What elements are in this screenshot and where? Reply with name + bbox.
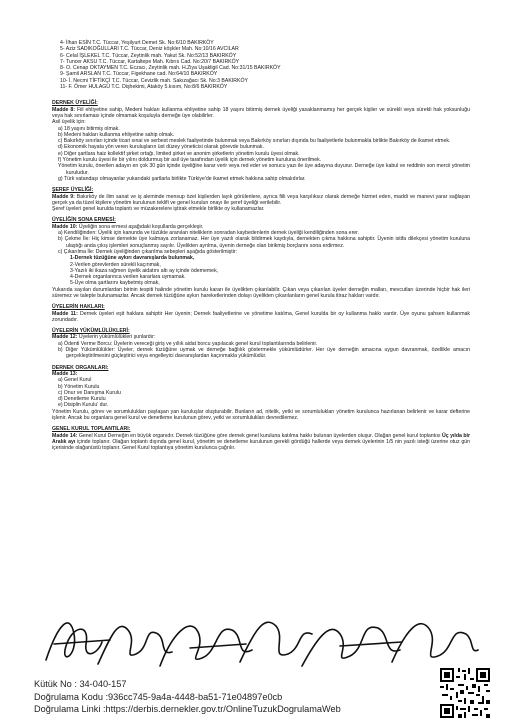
list-item: a) Ödenti Verme Borcu: Üyelerin vereceği giriş ve yıllık aidat borcu yapılacak genel kurul toplantılarında belirlenir.	[58, 340, 318, 347]
article-closing: Yönetim Kurulu, görev ve sorumlulukları paylaşan yan kuruluşlar oluşturabilir. Bunların ad, nitelik, yetki ve sorumlulukları yönetim kurulunca hazırlanan belirlenir ve karar defterine işlenir. Ancak bu organlara genel kurul ve denetleme kurulunun görev, yetki ve sorumlulukları devredilemez.	[52, 408, 470, 422]
list-item: e) Diğer şartlara haiz kollektif şirket ortağı, limited şirket ve anonim şirketlerin yönetim kurulu üyesi olmak.	[58, 150, 300, 157]
founder-item: 7- Tuncer AKSU T.C. Tüccar, Kartaltepe Mah. Kıbrıs Cad. No:20/7 BAKIRKÖY	[60, 58, 240, 65]
founder-item: 5- Aziz SADIKOĞULLARI T.C. Tüccar, Deniz köşkler Mah. No:10/16 AVCILAR	[60, 46, 239, 53]
signature-6	[392, 624, 478, 662]
registry-number: Kütük No : 34-040-157	[34, 679, 127, 689]
founder-item: 6- Celal İŞLEKEL T.C. Tüccar, Zeytinlik mah. Yakut Sk. No:52/13 BAKIRKÖY	[60, 52, 237, 59]
article-label: Madde 8:	[52, 106, 75, 113]
article-text: Üyelerin yükümlülükleri şunlardır:	[77, 334, 156, 341]
article-text: Dernek üyeleri eşit haklara sahiptir Her üyenin; Dernek faaliyetlerine ve yönetime katılma, Genel kurulda bir oy kullanma hakkı vardır. Üye oyunu şahsen kullanmak zorundadır.	[52, 310, 470, 323]
list-item: a) 18 yaşını bitirmiş olmak.	[58, 125, 120, 132]
list-item: b) Diğer Yükümlülükler: Üyeler, dernek tüzüğüne uymak ve derneğe bağlılık göstermekle yükümlüdürler. Her üye derneğin amacına uygun davranmak, özellikle amacın gerçekleştirilmesini güçleştirici veya engelleyici davranışlardan kaçınmakla yükümlüdür.	[58, 347, 470, 360]
article-14	[52, 433, 470, 452]
verification-code: Doğrulama Kodu :936cc745-9a4a-4448-ba51-71e04897e0cb	[34, 691, 283, 702]
founder-item: 4- İlhan ESİN T.C. Tüccar, Yeşilyurt Demet Sk. No:6/10 BAKIRKÖY	[60, 40, 214, 46]
article-text: Üyeliğin sona ermesi aşağıdaki koşullarda gerçekleşir.	[77, 223, 204, 230]
founder-item: 8- O. Cenap OKTAYMEN T.C. Eczacı, Zeytinlik mah. H.Ziya Uşakligil Cad. No:31/15 BAKIRKÖY	[60, 65, 281, 72]
founder-item: 9- Şamil ARSLAN T.C. Tüccar, Figekhane cad. No:64/10 BAKIRKÖY	[60, 71, 218, 78]
article-lead: Asil üyelik için:	[52, 119, 86, 126]
organ-item: d) Denetleme Kurulu	[58, 396, 106, 403]
founders-list	[60, 40, 470, 90]
section-title-organlar: DERNEK ORGANLARI:	[52, 364, 109, 371]
section-title-haklar: ÜYELERİN HAKLARI:	[52, 304, 105, 311]
list-item: b) Çekme İle: Hiç kimse dernekte üye kalmaya zorlanamaz. Her üye yazılı olarak bildirmek kaydıyla, dernekten çıkma hakkına sahiptir. Üyenin istifa dilekçesi yönetim kuruluna ulaştığı anda çıkış işlemleri sonuçlanmış sayılır. Üyelikten ayrılma, üyenin derneğe olan birikmiş borçlarını sona erdirmez.	[58, 236, 470, 249]
section-title-seref: ŞEREF ÜYELİĞİ:	[52, 187, 94, 194]
section-title-sona-erme: ÜYELİĞİN SONA ERMESİ:	[52, 217, 116, 224]
list-item: f) Yönetim kurulu üyesi ile bir yılını doldurmuş bir asil üye tarafından üyelik için dernek yönetim kuruluna önerilmek.	[58, 157, 322, 164]
article-11	[52, 311, 470, 324]
list-item: g) Türk vatandaşı olmayanlar yukarıdaki şartlarla birlikte Türkiye'de ikamet etmek hakkına sahip olmalıdırlar.	[58, 175, 306, 182]
organ-item: c) Onur ve Danışma Kurulu	[58, 389, 121, 396]
section-title-yukumlulukler: ÜYELERİN YÜKÜMLÜLÜKLERİ:	[52, 328, 130, 335]
article-8	[52, 107, 470, 120]
article-9	[52, 194, 470, 207]
reason-item: 4-Dernek organlarınca verilen kararlara uymamak.	[70, 274, 186, 281]
list-item: b) Medeni hakları kullanma ehliyetine sahip olmak.	[58, 131, 175, 138]
verification-link[interactable]: Doğrulama Linki :https://derbis.dernekler.gov.tr/OnlineTuzukDogrulamaWeb	[34, 704, 341, 714]
signature-2	[98, 626, 172, 664]
qr-code-icon	[440, 668, 490, 718]
list-item: a) Kendiliğinden: Üyelik için kanunda ve tüzükte aranılan niteliklerin sonradan kaybedenlerin dernek üyeliği kendiliğinden sona erer.	[58, 230, 360, 237]
article-text: Fiil ehliyetine sahip, Medeni hakları kullanma ehliyetine sahip 18 yaşını bitirmiş dernek üyeliği yasaklanmamış her gerçek kişiler ve sürekli veya sürekli hak yoksunluğu veya hak sınırlaması içinde olmamak koşuluyla derneğe üye olabilirler.	[52, 106, 470, 119]
signature-5	[302, 627, 400, 666]
article-note: Şeref üyeleri genel kurulda toplantı ve müzakerelere iştirak etmekle birlikte oy kullanamazlar.	[52, 206, 265, 213]
article-text: Genel Kurul Derneğin en büyük organıdır. Dernek tüzüğüne göre dernek genel kuruluna katılma hakkı bulunan üyelerden oluşur. Olağan genel kurul toplantısı	[77, 432, 443, 439]
article-label: Madde 12:	[52, 334, 78, 341]
list-item: d) Ekonomik hayata yön veren kuruluşların üst düzey yöneticisi olarak görevde bulunmak.	[58, 144, 264, 151]
organ-item: e) Disiplin Kurulu' dur.	[58, 402, 109, 409]
signature-3	[160, 626, 252, 666]
article-label: Madde 11:	[52, 310, 78, 317]
reason-item: 2-Verilen görevlerden sürekli kaçınmak,	[70, 261, 161, 268]
article-text: içinde toplanır. Olağan toplantı dışında genel kurul, yönetim ve denetleme kurulunun gerekli gördüğü hallerde veya dernek üyelerinin 1/5 nin yazılı isteği üzerine otuz gün içerisinde olağanüstü toplanır. Genel Kurul toplantıya yönetim kurulunca çağrılır.	[52, 438, 470, 452]
article-label: Madde 9:	[52, 193, 75, 200]
article-emphasis: Üç yılda bir Aralık ayı	[52, 432, 470, 445]
article-label: Madde 14:	[52, 432, 78, 439]
verification-footer	[34, 678, 454, 716]
founder-item: 11- F. Ömer HULAGÜ T.C. Dişhekimi, Ataköy 5.kısım, No:8/6 BAKIRKÖY	[60, 84, 228, 91]
signature-scribbles	[40, 604, 480, 676]
article-label: Madde 10:	[52, 223, 78, 230]
list-item: Yönetim kurulu, önerilen adayın en çok 30 gün içinde üyeliğine karar verir veya red eder ve sonucu yazı ile üye adayına duyurur. Derneğe üye kabul ve reddinin son mercii yönetim kuruludur.	[58, 163, 470, 176]
organ-item: a) Genel Kurul	[58, 377, 92, 384]
section-title-genel-kurul: GENEL KURUL TOPLANTILARI:	[52, 426, 131, 433]
list-item: c) Bakırköy sınırları içinde ticari sınai ve serbest meslek faaliyetinde bulunmak veya Bakırköy sınırları dışında bu faaliyetlerle bulunmakla birlikte Bakırköy de ikamet etmek.	[58, 138, 451, 145]
founder-item: 10- İ. Necmi TİFTİKÇİ T.C. Tüccar, Cevizlik mah. Sakızağacı Sk. No:3 BAKIRKÖY	[60, 77, 248, 84]
reason-item: 1-Dernek tüzüğüne aykırı davranışlarda bulunmak,	[70, 255, 195, 262]
article-closing: Yukarıda sayılan durumlardan birinin tespiti halinde yönetim kurulu kararı ile üyelikten çıkarılabilir. Çıkan veya çıkarılan üyeler derneğin malları, mevcutları üzerinde hiçbir hak ileri süremez ve talepte bulunamazlar. Ancak dernek tüzüğüne aykırı hareketlerinden dolayı üyelikten çıkarılanların genel kurula itiraz hakları vardır.	[52, 286, 470, 299]
article-text: Bakırköy de ilim sanat ve iş aleminde mensup özel kişilerden layık görülenlere, ayrıca fiili veya karşılıksız olarak derneğe hizmet eden, maddi ve manevi yarar sağlayan gerçek ya da tüzel kişilere yönetim kurulunun teklifi ve genel kurulun onayı ile şeref üyeliği verilebilir.	[52, 193, 470, 206]
reason-item: 3-Yazılı iki ikaza rağmen üyelik aidatını altı ay içinde ödememek,	[70, 267, 219, 274]
organ-item: b) Yönetim Kurulu	[58, 383, 100, 390]
list-item: c) Çıkarılma İle: Dernek üyeliğinden çıkarılma sebepleri aşağıda gösterilmiştir:	[58, 248, 238, 255]
section-title-uyelik: DERNEK ÜYELİĞİ:	[52, 100, 98, 107]
signature-4	[240, 622, 312, 662]
article-13-label: Madde 13:	[52, 370, 78, 377]
reason-item: 5-Üye olma şartlarını kaybetmiş olmak,	[70, 280, 160, 287]
bylaws-content	[52, 40, 470, 452]
